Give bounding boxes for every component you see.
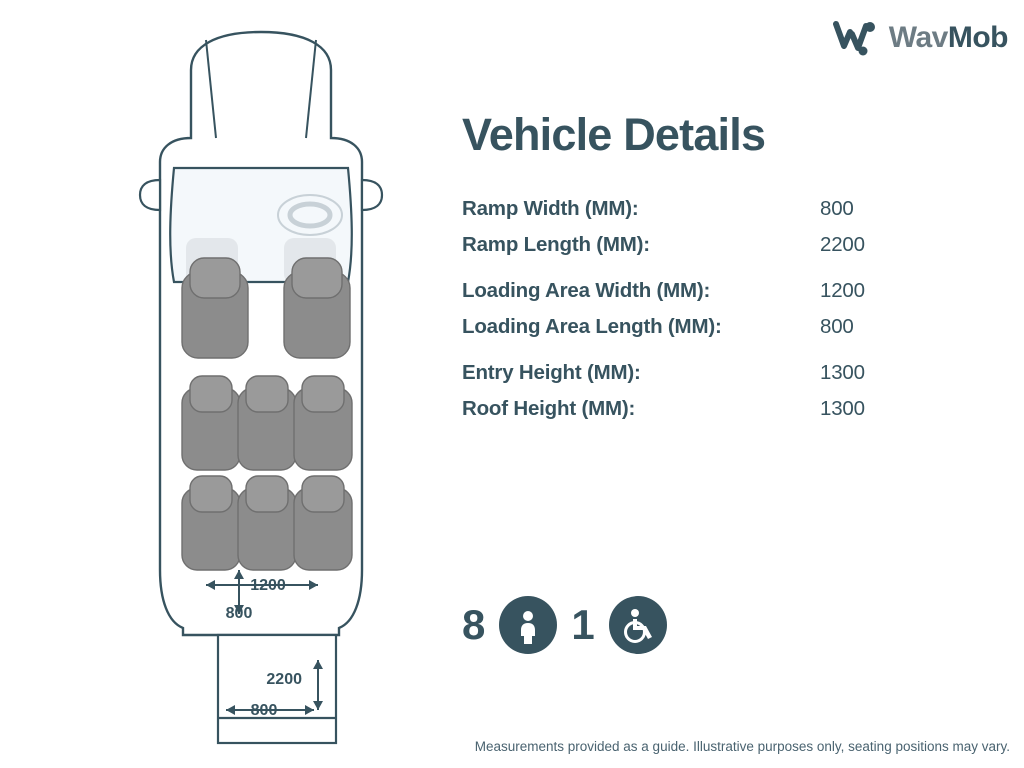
spec-label: Loading Area Width (MM): [462,279,711,302]
spec-value: 2200 [820,233,865,256]
brand-name: WavMob [888,21,1008,54]
passenger-count: 8 [462,601,486,648]
spec-group-loading-area [462,279,1010,339]
spec-group-ramp [462,197,1010,257]
person-icon [499,596,557,654]
ramp-width-label: 800 [250,702,278,719]
loading-width-label: 1200 [250,577,286,594]
spec-group-heights [462,361,1010,421]
loading-length-label: 800 [225,605,253,622]
spec-value: 800 [820,197,854,220]
spec-row [462,315,1010,339]
spec-label: Entry Height (MM): [462,361,641,384]
spec-label: Ramp Length (MM): [462,233,650,256]
wheelchair-icon [609,596,667,654]
brand-logo [833,18,1008,58]
wheelchair-count: 1 [571,601,595,648]
details-panel [462,109,1010,443]
capacity-row [462,596,667,654]
spec-row [462,233,1010,257]
spec-value: 800 [820,315,854,338]
spec-value: 1200 [820,279,865,302]
footer-disclaimer: Measurements provided as a guide. Illustrative purposes only, seating positions may vary. [474,739,1010,754]
wavmob-logo-icon [833,18,879,58]
spec-row [462,361,1010,385]
spec-label: Loading Area Length (MM): [462,315,722,338]
spec-value: 1300 [820,397,865,420]
spec-label: Roof Height (MM): [462,397,636,420]
spec-row [462,397,1010,421]
page-title: Vehicle Details [462,109,766,160]
spec-label: Ramp Width (MM): [462,197,639,220]
vehicle-diagram [96,10,456,755]
spec-row [462,279,1010,303]
spec-row [462,197,1010,221]
ramp-length-label: 2200 [266,671,302,688]
spec-value: 1300 [820,361,865,384]
